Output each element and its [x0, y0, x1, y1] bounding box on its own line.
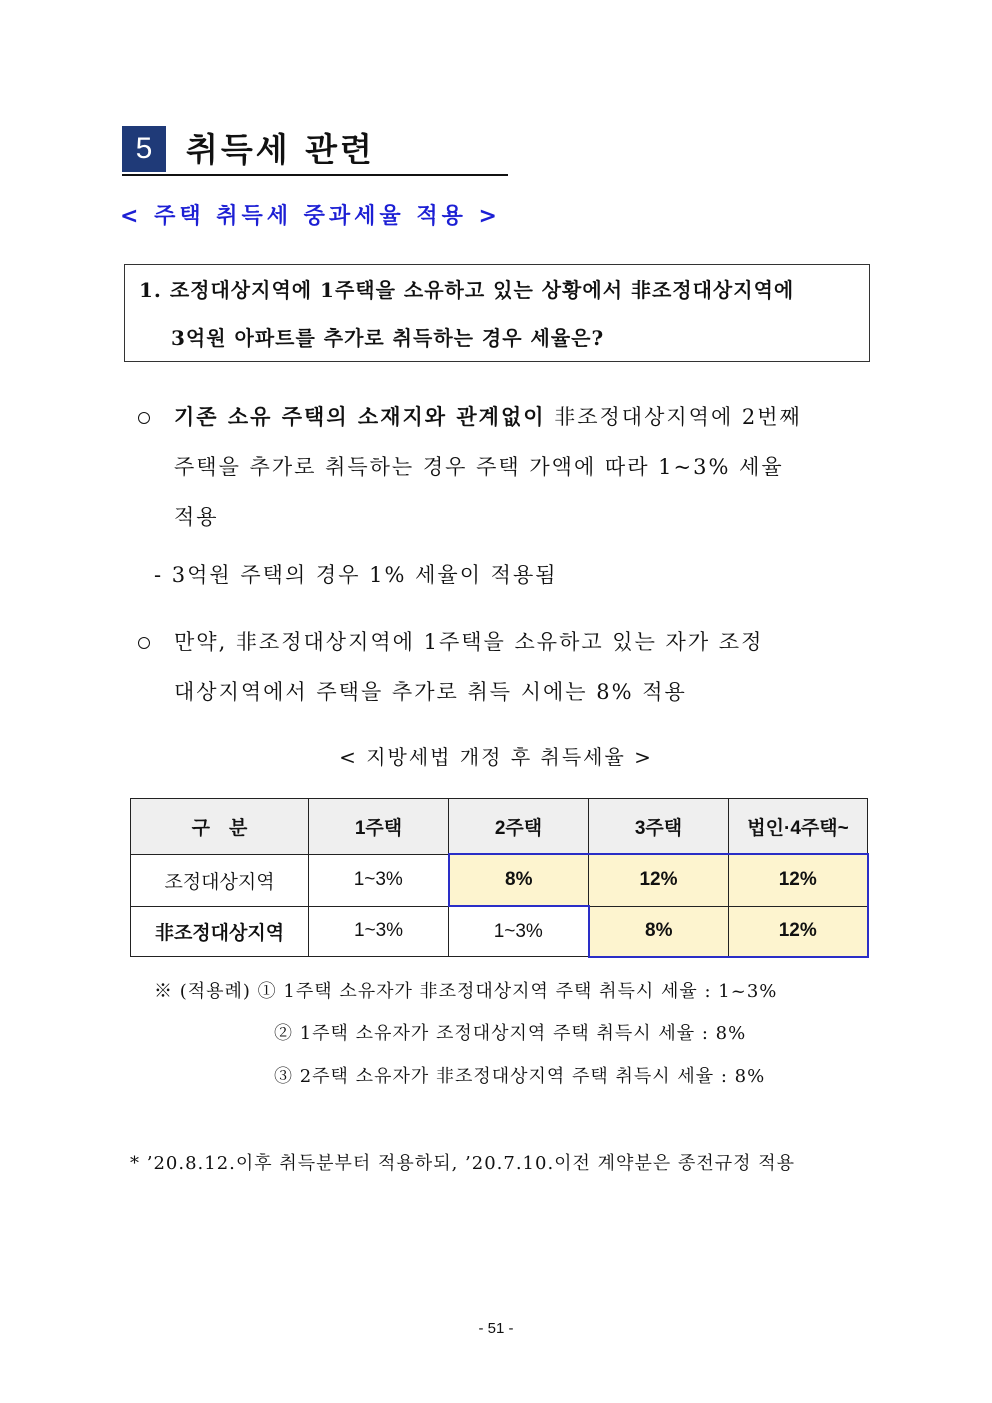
- answer1-line-1-rest: 非조정대상지역에 2번째: [545, 405, 802, 429]
- table-caption: < 지방세법 개정 후 취득세율 >: [339, 745, 653, 769]
- page-number: - 51 -: [478, 1320, 514, 1337]
- circle-bullet-icon: [138, 412, 150, 424]
- tax-rate-table: [130, 798, 869, 958]
- table-row: [131, 854, 868, 906]
- table-cell-highlighted: 12%: [729, 906, 868, 957]
- dash-note: - 3억원 주택의 경우 1% 세율이 적용됨: [154, 563, 558, 587]
- answer2-line-1: 만약, 非조정대상지역에 1주택을 소유하고 있는 자가 조정: [174, 630, 764, 654]
- answer2-line-2: 대상지역에서 주택을 추가로 취득 시에는 8% 적용: [174, 680, 687, 704]
- header-cell: 구 분: [131, 799, 309, 855]
- row-label: 非조정대상지역: [131, 906, 309, 957]
- section-header: [122, 126, 508, 176]
- answer1-line-3: 적용: [174, 505, 219, 529]
- table-cell: 1~3%: [309, 906, 449, 957]
- answer1-line-2: 주택을 추가로 취득하는 경우 주택 가액에 따라 1~3% 세율: [174, 455, 784, 479]
- example-line-2: ② 1주택 소유자가 조정대상지역 주택 취득시 세율 : 8%: [274, 1023, 747, 1044]
- header-cell: 법인·4주택~: [729, 799, 868, 855]
- subtitle: < 주택 취득세 중과세율 적용 >: [120, 204, 501, 229]
- section-title: 취득세 관련: [186, 130, 375, 169]
- table-header-row: [131, 799, 868, 855]
- example-line-1: ※ (적용례) ① 1주택 소유자가 非조정대상지역 주택 취득시 세율 : 1~3%: [154, 981, 778, 1002]
- example-line-3: ③ 2주택 소유자가 非조정대상지역 주택 취득시 세율 : 8%: [274, 1066, 766, 1087]
- answer1-bold-lead: 기존 소유 주택의 소재지와 관계없이: [174, 404, 546, 429]
- circle-bullet-icon: [138, 637, 150, 649]
- footnote: * ’20.8.12.이후 취득분부터 적용하되, ’20.7.10.이전 계약분은 종전규정 적용: [130, 1153, 795, 1174]
- table-cell: 1~3%: [449, 906, 589, 957]
- header-cell: 1주택: [309, 799, 449, 855]
- question-line-1: 1. 조정대상지역에 1주택을 소유하고 있는 상황에서 非조정대상지역에: [139, 278, 795, 302]
- row-label: 조정대상지역: [131, 854, 309, 906]
- question-line-2: 3억원 아파트를 추가로 취득하는 경우 세율은?: [171, 326, 605, 350]
- table-cell-highlighted: 12%: [589, 854, 729, 906]
- section-number-badge: 5: [122, 126, 166, 172]
- header-cell: 3주택: [589, 799, 729, 855]
- question-box: [124, 264, 870, 362]
- table-row: [131, 906, 868, 957]
- answer1-line-1: [174, 400, 802, 434]
- table-cell-highlighted: 12%: [729, 854, 868, 906]
- table-cell-highlighted: 8%: [449, 854, 589, 906]
- header-cell: 2주택: [449, 799, 589, 855]
- table-cell-highlighted: 8%: [589, 906, 729, 957]
- table-cell: 1~3%: [309, 854, 449, 906]
